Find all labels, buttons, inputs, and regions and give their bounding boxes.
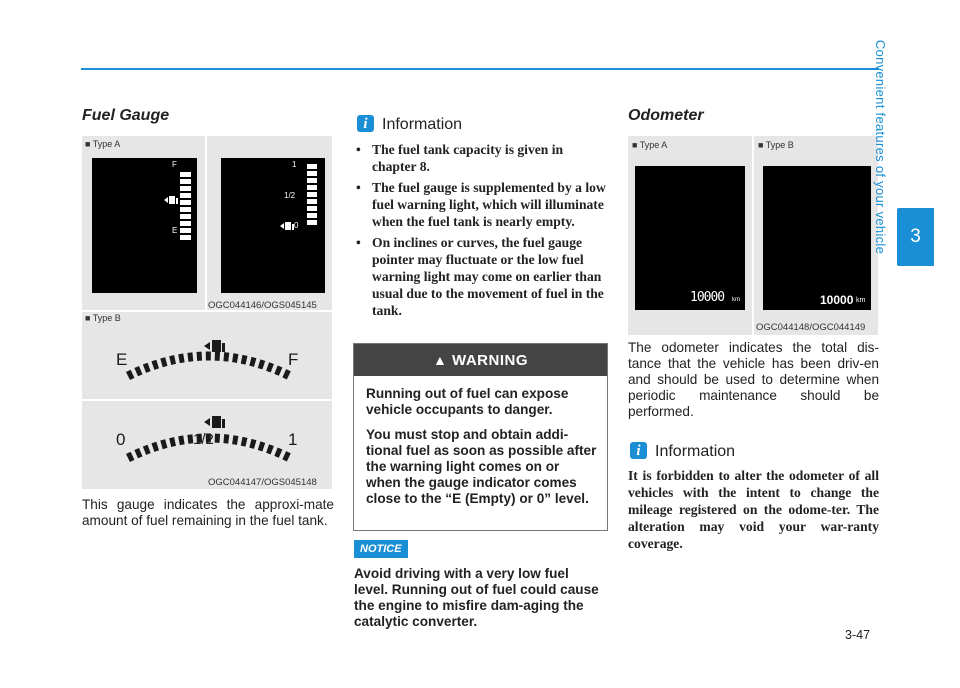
fuel-pump-icon [204,416,225,428]
type-a-label: ■ Type A [85,139,121,149]
fuel-dial-1 [100,328,318,396]
fuel-meter-display-1 [92,158,197,293]
meter2-mid-label: 1/2 [284,191,296,200]
dial2-left-label: 0 [116,430,126,449]
fuel-pump-icon [280,222,294,230]
dial1-left-label: E [116,350,128,369]
dial2-right-label: 1 [288,430,298,449]
chapter-title-text: Convenient features of your vehicle [873,39,888,255]
odometer-display-b [763,166,871,310]
warning-header [354,344,607,376]
odometer-type-b-label: ■ Type B [758,140,794,150]
warning-triangle-icon: ▲ [432,352,448,368]
notice-text: Avoid driving with a very low fuel level. Running out of fuel could cause the engine to misfire dam-aging the catalytic converter. [354,566,599,629]
type-b-label: ■ Type B [85,313,121,323]
notice-badge: NOTICE [354,540,408,558]
info-bullet: • The fuel tank capacity is given in chapter 8. [356,142,564,174]
warning-paragraph: Running out of fuel can expose vehicle occupants to danger. [366,386,569,417]
odometer-caption: OGC044148/OGC044149 [756,322,866,333]
type-a-caption: OGC044146/OGS045145 [208,300,317,311]
fuel-meter-graphic [221,158,325,293]
fuel-gauge-title: Fuel Gauge [82,107,170,124]
figure-divider [82,399,332,401]
dial1-right-label: F [288,350,299,369]
odometer-unit-a: km [732,297,740,303]
chapter-title-vertical [873,39,932,494]
fuel-meter-graphic [92,158,197,293]
fuel-gauge-description: This gauge indicates the approxi-mate amount of fuel remaining in the fuel tank. [82,497,334,528]
meter2-bottom-label: 0 [294,221,299,230]
odometer-type-a-label: ■ Type A [632,140,668,150]
warning-body [354,376,607,507]
fuel-pump-icon [164,196,178,204]
figure-divider [205,136,207,310]
odometer-display-a [635,166,745,310]
info-bullet-list [356,141,606,323]
odometer-info-text: It is forbidden to alter the odometer of all vehicles with the intent to change the mileage registered on the odome-ter. The alteration may void your war-ranty coverage. [628,468,879,551]
dial2-mid-label: 1/2 [193,431,214,448]
odometer-description: The odometer indicates the total dis-tance that the vehicle has been driv-en and should be used to determine when periodic maintenance should be performed. [628,340,879,419]
top-rule [81,68,879,70]
odometer-reading-b: 10000 [820,293,854,307]
warning-box [353,343,608,531]
meter2-top-label: 1 [292,160,297,169]
info-title: Information [655,443,736,460]
warning-title: WARNING [452,352,529,369]
info-bullet: • On inclines or curves, the fuel gauge pointer may fluctuate or the low fuel warning light may come on earlier than usual due to the movement of fuel in the tank. [356,235,604,318]
odometer-title: Odometer [628,107,704,124]
info-icon: i [630,442,647,459]
info-icon: i [357,115,374,132]
fuel-pump-icon [204,340,225,352]
figure-divider [752,136,754,335]
fuel-dial-graphic [100,328,318,396]
type-b-caption: OGC044147/OGS045148 [208,477,317,488]
odometer-unit-b: km [856,297,866,304]
odometer-reading-a: 10000 [690,290,725,305]
meter1-top-label: F [172,160,177,169]
info-title: Information [382,116,463,133]
warning-paragraph: You must stop and obtain addi-tional fuel as soon as possible after the warning light comes on or when the gauge indicator comes close to the “E (Empty) or 0” level. [366,427,597,506]
chapter-tab: 3 [897,208,934,266]
chapter-title [873,39,932,494]
fuel-meter-display-2 [221,158,325,293]
page-number: 3-47 [845,628,871,642]
meter1-bottom-label: E [172,226,178,235]
info-bullet: • The fuel gauge is supplemented by a low fuel warning light, which will illuminate when the fuel tank is nearly empty. [356,180,606,229]
